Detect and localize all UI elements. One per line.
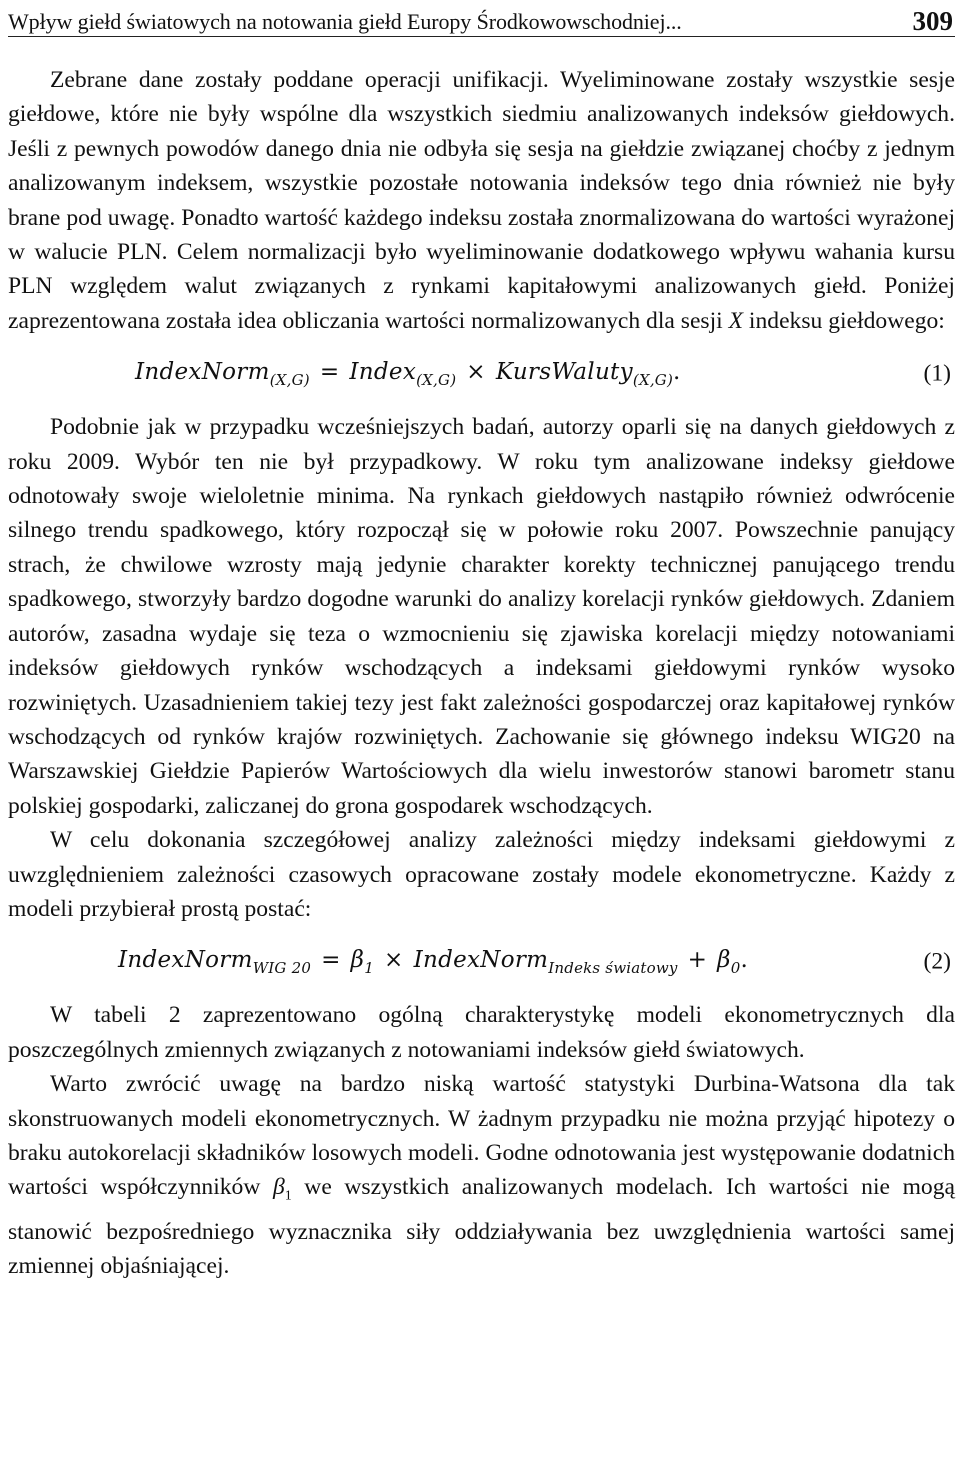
eq2-equals: = bbox=[321, 947, 341, 974]
equation-1-number: (1) bbox=[923, 360, 951, 387]
eq1-term1: Index bbox=[349, 359, 417, 386]
beta-1-letter: β bbox=[272, 1174, 285, 1201]
paragraph-5-end: we wszystkich analizowanych modelach. Ich wartości nie mogą stanowić bezpośredniego wyznacznika siły oddziaływania bez uwzględnienia wartości samej zmiennej objaśniającej. bbox=[8, 1174, 955, 1279]
eq1-term2: KursWaluty bbox=[495, 359, 633, 386]
eq1-lhs-sub: (X,G) bbox=[269, 371, 310, 390]
equation-2-formula bbox=[118, 947, 748, 977]
eq2-term: IndexNorm bbox=[413, 947, 549, 974]
eq2-term-sub: Indeks światowy bbox=[548, 959, 678, 978]
eq2-end: . bbox=[740, 947, 749, 974]
paragraph-2: Podobnie jak w przypadku wcześniejszych badań, autorzy oparli się na danych giełdowych z roku 2009. Wybór ten nie był przypadkowy. W roku tym analizowane indeksy giełdowe odnotowały swoje wieloletnie minima. Na rynkach giełdowych nastąpiło również odwrócenie silnego trendu spadkowego, który rozpoczął się w połowie roku 2007. Powszechnie panujący strach, że chwilowe wzrosty mają jedynie charakter korekty technicznej panującego trendu spadkowego, stworzyły bardzo dogodne warunki do analizy korelacji rynków giełdowych. Zdaniem autorów, zasadna wydaje się teza o wzmocnieniu się zjawiska korelacji między notowaniami indeksów giełdowych rynków wschodzących a indeksami giełdowymi rynków wysoko rozwiniętych. Uzasadnieniem takiej tezy jest fakt zależności gospodarczej oraz kapitałowej rynków wschodzących od rynków krajów rozwiniętych. Zachowanie się głównego indeksu WIG20 na Warszawskiej Giełdzie Papierów Wartościowych dla wielu inwestorów stanowi barometr stanu polskiej gospodarki, zaliczanej do grona gospodarek wschodzących. bbox=[8, 414, 955, 819]
beta-1-symbol bbox=[272, 1174, 292, 1205]
beta-1-subscript: 1 bbox=[284, 1189, 292, 1205]
eq1-times: × bbox=[466, 359, 486, 386]
eq1-end: . bbox=[673, 359, 681, 386]
document-page bbox=[8, 0, 955, 1283]
eq2-times: × bbox=[384, 947, 404, 974]
paragraph-1 bbox=[8, 63, 955, 338]
paragraph-5 bbox=[8, 1067, 955, 1283]
paragraph-1-variable: X bbox=[728, 307, 744, 334]
eq1-equals: = bbox=[319, 359, 340, 386]
body-text bbox=[8, 63, 955, 1283]
running-header bbox=[8, 0, 955, 37]
equation-1-formula bbox=[135, 359, 681, 389]
running-title: Wpływ giełd światowych na notowania giełd Europy Środkowowschodniej... bbox=[8, 9, 682, 34]
eq1-lhs: IndexNorm bbox=[135, 359, 270, 386]
eq2-beta1: β bbox=[350, 947, 365, 974]
eq1-term1-sub: (X,G) bbox=[416, 371, 457, 390]
paragraph-4: W tabeli 2 zaprezentowano ogólną charakterystykę modeli ekonometrycznych dla poszczególnych zmiennych związanych z notowaniami indeksów giełd światowych. bbox=[8, 1002, 955, 1063]
page-number: 309 bbox=[912, 6, 953, 36]
paragraph-3: W celu dokonania szczegółowej analizy zależności między indeksami giełdowymi z uwzględnieniem zależności czasowych opracowane zostały modele ekonometryczne. Każdy z modeli przybierał prostą postać: bbox=[8, 827, 955, 922]
paragraph-5-text: Warto zwrócić uwagę na bardzo niską wartość statystyki Durbina-Watsona dla tak skonstruowanych modeli ekonometrycznych. W żadnym przypadku nie można przyjąć hipotezy o braku autokorelacji składników losowych modeli. Godne odnotowania jest występowanie dodatnich wartości współczynników bbox=[8, 1071, 955, 1201]
eq2-plus: + bbox=[687, 947, 708, 974]
eq2-lhs: IndexNorm bbox=[118, 947, 253, 974]
paragraph-1-end: indeksu giełdowego: bbox=[743, 307, 945, 334]
equation-2 bbox=[8, 926, 955, 998]
equation-1 bbox=[8, 338, 955, 410]
eq2-beta0: β bbox=[717, 947, 731, 974]
eq1-term2-sub: (X,G) bbox=[632, 371, 674, 390]
equation-2-number: (2) bbox=[923, 948, 951, 975]
eq2-lhs-sub: WIG 20 bbox=[252, 959, 312, 978]
eq2-beta1-sub: 1 bbox=[364, 959, 375, 978]
eq2-beta0-sub: 0 bbox=[730, 959, 741, 978]
paragraph-1-text: Zebrane dane zostały poddane operacji unifikacji. Wyeliminowane zostały wszystkie sesje giełdowe, które nie były wspólne dla wszystkich siedmiu analizowanych indeksów giełdowych. Jeśli z pewnych powodów danego dnia nie odbyła się sesja na giełdzie związanej choćby z jednym analizowanym indeksem, wszystkie pozostałe notowania indeksów tego dnia również nie były brane pod uwagę. Ponadto wartość każdego indeksu została znormalizowana do wartości wyrażonej w walucie PLN. Celem normalizacji było wyeliminowanie dodatkowego wpływu wahania kursu PLN względem walut związanych z rynkami kapitałowymi analizowanych giełd. Poniżej zaprezentowana została idea obliczania wartości normalizowanych dla sesji bbox=[8, 67, 955, 334]
